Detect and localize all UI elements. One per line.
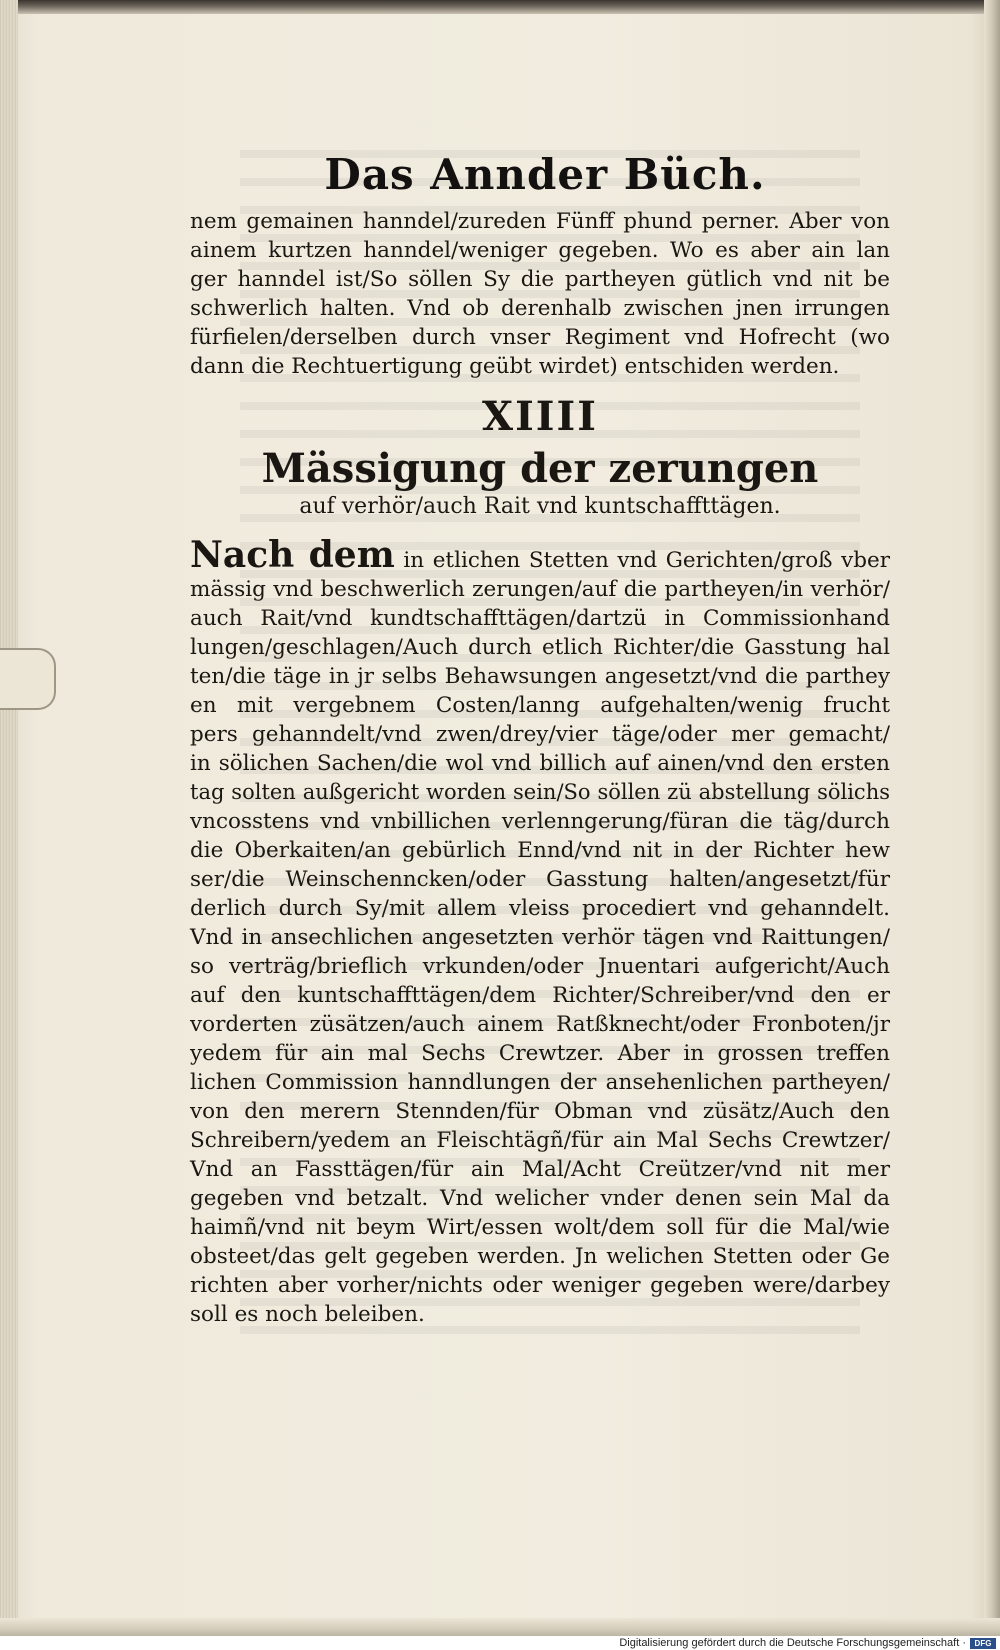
text-line: so verträg/brieflich vrkunden/oder Jnuentari aufgericht/Auch [190, 954, 890, 979]
text-line: soll es noch beleiben. [190, 1302, 425, 1327]
running-head: Das Annder Büch. [324, 150, 766, 199]
text-line: obsteet/das gelt gegeben werden. Jn welichen Stetten oder Ge [190, 1244, 890, 1269]
body-paragraph [190, 534, 891, 1329]
page-stack-left-edge [0, 0, 18, 1650]
text-block [190, 150, 890, 1329]
text-line: vncosstens vnd vnbillichen verlenngerung/füran die täg/durch [190, 809, 890, 834]
text-line: schwerlich halten. Vnd ob derenhalb zwischen jnen irrungen [190, 296, 890, 321]
text-line: nem gemainen hanndel/zureden Fünff phund perner. Aber von [190, 209, 890, 234]
footer-bar [0, 1636, 1000, 1650]
chapter-title: Mässigung der zerungen [261, 445, 819, 492]
page-bottom-edge [0, 1618, 1000, 1636]
text-line: Schreibern/yedem an Fleischtägñ/für ain Mal Sechs Crewtzer/ [190, 1128, 890, 1153]
text-line: vorderten züsätzen/auch ainem Ratßknecht/oder Fronboten/jr [190, 1012, 890, 1037]
text-line: yedem für ain mal Sechs Crewtzer. Aber in grossen treffen [190, 1041, 890, 1066]
text-line: en mit vergebnem Costen/lanng aufgehalten/wenig frucht [190, 693, 890, 718]
text-line: auf den kuntschaffttägen/dem Richter/Schreiber/vnd den er [190, 983, 890, 1008]
text-line: ger hanndel ist/So söllen Sy die partheyen gütlich vnd nit be [190, 267, 890, 292]
text-line: haimñ/vnd nit beym Wirt/essen wolt/dem soll für die Mal/wie [190, 1215, 890, 1240]
initial-words: Nach dem [190, 534, 395, 576]
text-line: von den merern Stennden/für Obman vnd züsätz/Auch den [190, 1099, 890, 1124]
text-line: Vnd in ansechlichen angesetzten verhör tägen vnd Raittungen/ [190, 925, 890, 950]
text-line: tag solten außgericht worden sein/So söllen zü abstellung sölichs [190, 780, 890, 804]
text-line: gegeben vnd betzalt. Vnd welicher vnder denen sein Mal da [190, 1186, 890, 1211]
text-line: Vnd an Fassttägen/für ain Mal/Acht Creützer/vnd nit mer [190, 1157, 890, 1182]
binding-shadow-top [0, 0, 1000, 14]
chapter-subtitle: auf verhör/auch Rait vnd kuntschaffttägen. [299, 494, 781, 519]
intro-paragraph [190, 207, 890, 381]
text-line: dann die Rechtuertigung geübt wirdet) entschiden werden. [190, 354, 840, 379]
text-line: ainem kurtzen hanndel/weniger gegeben. Wo es aber ain lan [190, 238, 890, 263]
text-line: ten/die täge in jr selbs Behawsungen angesetzt/vnd die parthey [190, 664, 890, 689]
text-line: die Oberkaiten/an gebürlich Ennd/vnd nit in der Richter hew [190, 838, 890, 863]
text-line: lichen Commission hanndlungen der ansehenlichen partheyen/ [190, 1070, 890, 1095]
bookmark-tab [0, 648, 56, 710]
text-line: lungen/geschlagen/Auch durch etlich Richter/die Gasstung hal [190, 635, 890, 660]
text-line: auch Rait/vnd kundtschaffttägen/dartzü in Commissionhand [190, 606, 890, 631]
text-line: derlich durch Sy/mit allem vleiss procediert vnd gehanndelt. [190, 896, 890, 921]
first-line-text: in etlichen Stetten vnd Gerichten/groß vber [394, 548, 891, 573]
text-line: fürfielen/derselben durch vnser Regiment vnd Hofrecht (wo [190, 325, 890, 350]
text-line: mässig vnd beschwerlich zerungen/auf die partheyen/in verhör/ [190, 577, 890, 602]
text-line-first [190, 534, 891, 576]
text-line: ser/die Weinschenncken/oder Gasstung halten/angesetzt/für [190, 867, 890, 892]
funding-credit: Digitalisierung gefördert durch die Deutsche Forschungsgemeinschaft · [619, 1637, 966, 1649]
chapter-number: XIIII [482, 393, 598, 440]
page-edge-right [984, 0, 1000, 1650]
text-line: in sölichen Sachen/die wol vnd billich auf ainen/vnd den ersten [190, 751, 890, 776]
text-line: pers gehanndelt/vnd zwen/drey/vier täge/oder mer gemacht/ [190, 722, 890, 747]
dfg-logo-icon: DFG [970, 1638, 996, 1649]
text-line: richten aber vorher/nichts oder weniger gegeben were/darbey [190, 1273, 890, 1298]
